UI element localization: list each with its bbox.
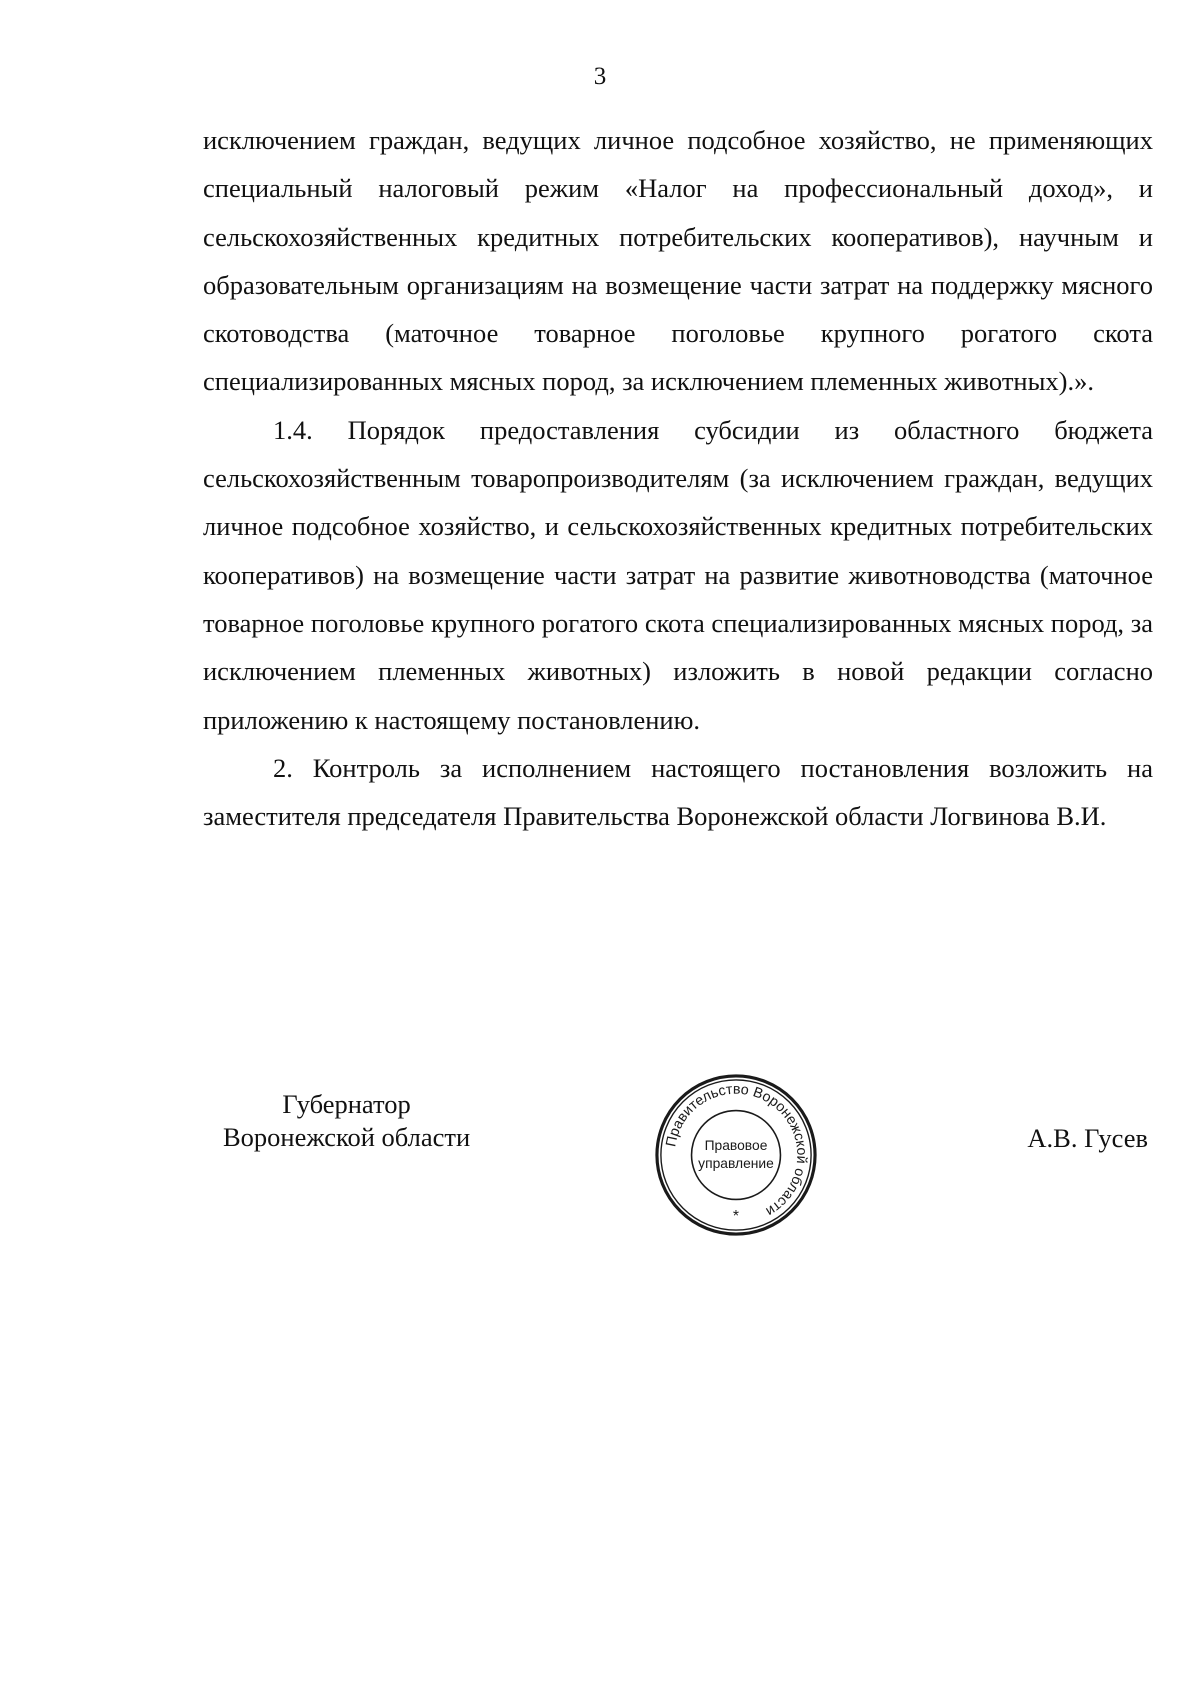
stamp-outer-text: Правительство Воронежской области	[663, 1081, 810, 1220]
paragraph-1-4: 1.4. Порядок предоставления субсидии из областного бюджета сельскохозяйственным товаропроизводителям (за исключением граждан, ведущих личное подсобное хозяйство, и сельскохозяйственных кредитных потребительских кооперативов) на возмещение части затрат на развитие животноводства (маточное товарное поголовье крупного рогатого скота специализированных мясных пород, за исключением племенных животных) изложить в новой редакции согласно приложению к настоящему постановлению.	[203, 414, 1153, 735]
paragraph-2: 2. Контроль за исполнением настоящего постановления возложить на заместителя председателя Правительства Воронежской области Логвинова В.И.	[203, 752, 1153, 832]
document-body	[203, 116, 1153, 840]
star-icon: *	[732, 1208, 740, 1226]
signer-title: Губернатор	[282, 1089, 411, 1119]
stamp-inner-line2: управление	[698, 1154, 774, 1171]
signer-position	[223, 1088, 470, 1154]
stamp-inner-line1: Правовое	[704, 1137, 768, 1154]
signer-region: Воронежской области	[223, 1122, 471, 1152]
paragraph-continuation: исключением граждан, ведущих личное подсобное хозяйство, не применяющих специальный налоговый режим «Налог на профессиональный доход», и сельскохозяйственных кредитных потребительских кооперативов), научным и образовательным организациям на возмещение части затрат на поддержку мясного скотоводства (маточное товарное поголовье крупного рогатого скота специализированных мясных пород, за исключением племенных животных).».	[203, 125, 1153, 397]
page-number: 3	[593, 63, 607, 90]
official-stamp	[652, 1071, 820, 1239]
signer-name: А.В. Гусев	[1027, 1123, 1148, 1153]
